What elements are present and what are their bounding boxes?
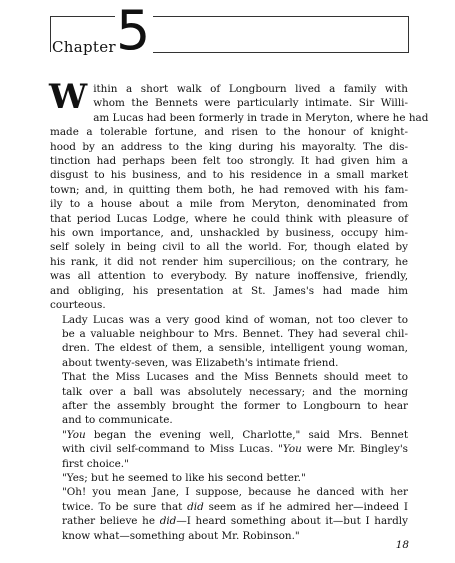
text-line: am Lucas had been formerly in trade in Meryton, where he had: [93, 111, 429, 124]
paragraph-2: [50, 313, 408, 371]
chapter-body: [49, 77, 429, 543]
text-line: Lady Lucas was a very good kind of woman, not too clever to: [62, 313, 408, 326]
page-number: 18: [395, 539, 409, 551]
text-line: his own importance, and, unshackled by business, occupy him-: [50, 227, 408, 240]
text-line: first choice.": [62, 457, 129, 470]
text-line: talk over a ball was absolutely necessary; and the morning: [62, 385, 408, 398]
chapter-label: Chapter: [52, 38, 116, 56]
text-line: "Yes; but he seemed to like his second better.": [62, 471, 306, 484]
paragraph-5: [50, 471, 408, 485]
text-line: after the assembly brought the former to Longbourn to hear: [62, 399, 408, 412]
paragraph-1: [49, 77, 429, 313]
text-line: ithin a short walk of Longbourn lived a family with: [93, 83, 408, 95]
text-line: dren. The eldest of them, a sensible, intelligent young woman,: [62, 342, 408, 355]
text-line: town; and, in quitting them both, he had removed with his fam-: [50, 183, 408, 196]
text-line: self solely in being civil to all the world. For, though elated by: [50, 241, 408, 254]
chapter-number: 5: [116, 0, 151, 62]
text-line: about twenty-seven, was Elizabeth's intimate friend.: [62, 356, 339, 369]
text-line: courteous.: [50, 299, 106, 312]
text-line: tinction had perhaps been felt too strongly. It had given him a: [50, 155, 408, 168]
text-line: and to communicate.: [62, 414, 173, 427]
text-line: whom the Bennets were particularly intimate. Sir Willi-: [93, 97, 408, 110]
text-line: ily to a house about a mile from Meryton, denominated from: [50, 198, 408, 211]
text-line: his rank, it did not render him supercilious; on the contrary, he: [50, 255, 408, 268]
text-line: was all attention to everybody. By nature inoffensive, friendly,: [50, 270, 408, 283]
text-line: know what—something about Mr. Robinson.": [62, 529, 300, 542]
text-line: hood by an address to the king during his mayoralty. The dis-: [50, 140, 408, 153]
text-line: made a tolerable fortune, and risen to the honour of knight-: [50, 126, 408, 139]
text-line: twice. To be sure that did seem as if he admired her—indeed I: [62, 500, 408, 513]
drop-cap: W: [49, 77, 88, 117]
text-line: disgust to his business, and to his residence in a small market: [50, 169, 408, 182]
text-line: and obliging, his presentation at St. James's had made him: [50, 284, 408, 297]
chapter-heading: [50, 0, 409, 62]
paragraph-4: [50, 428, 408, 471]
paragraph-6: [50, 485, 408, 543]
chapter-frame-right: [153, 16, 409, 53]
text-line: with civil self-command to Miss Lucas. "You were Mr. Bingley's: [62, 443, 409, 456]
text-line: be a valuable neighbour to Mrs. Bennet. They had several chil-: [62, 327, 408, 340]
text-line: That the Miss Lucases and the Miss Bennets should meet to: [62, 371, 408, 384]
text-line: "Oh! you mean Jane, I suppose, because he danced with her: [62, 486, 408, 499]
text-line: that period Lucas Lodge, where he could think with pleasure of: [50, 212, 408, 225]
text-line: rather believe he did—I heard something about it—but I hardly: [62, 515, 408, 528]
paragraph-3: [50, 370, 408, 428]
text-line: "You began the evening well, Charlotte," said Mrs. Bennet: [62, 428, 408, 441]
